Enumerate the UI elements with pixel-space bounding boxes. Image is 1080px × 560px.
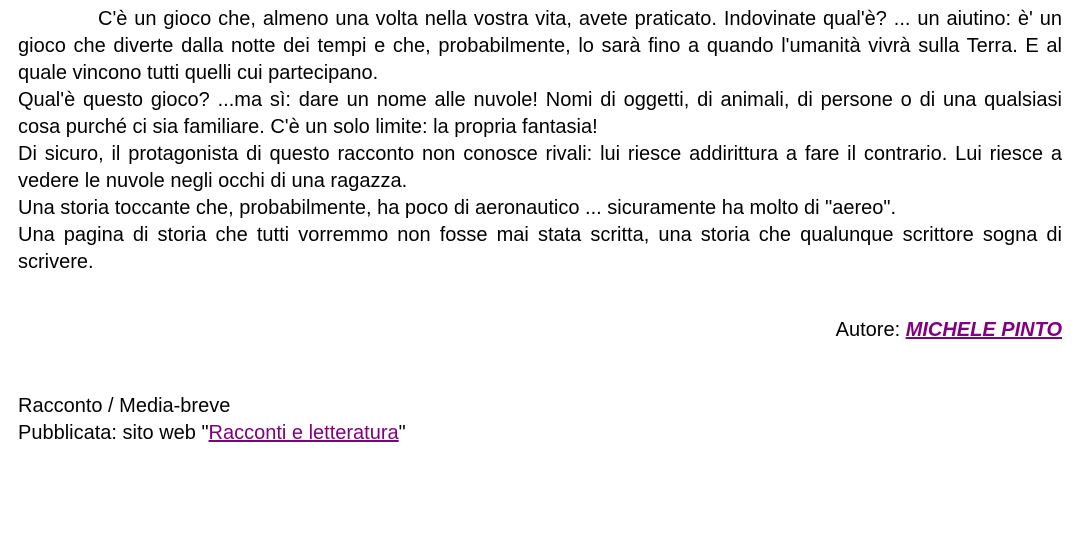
spacer [18, 344, 1062, 393]
site-link[interactable]: Racconti e letteratura [208, 422, 399, 444]
published-prefix: Pubblicata: sito web " [18, 422, 209, 444]
paragraph-touching-story: Una storia toccante che, probabilmente, ha poco di aeronautico ... sicuramente ha molto di "aereo". [18, 197, 897, 219]
spacer [18, 276, 1062, 317]
paragraph-game: Qual'è questo gioco? ...ma sì: dare un nome alle nuvole! Nomi di oggetti, di animali, di persone o di una qualsiasi cosa purché ci sia familiare. C'è un solo limite: la propria fantasia! [18, 89, 1062, 138]
author-name-link[interactable]: MICHELE PINTO [905, 319, 1062, 341]
document-body [18, 6, 1062, 447]
category-line: Racconto / Media-breve [18, 395, 231, 417]
paragraph-history-page: Una pagina di storia che tutti vorremmo non fosse mai stata scritta, una storia che qualunque scrittore sogna di scrivere. [18, 224, 1062, 273]
paragraph-intro: C'è un gioco che, almeno una volta nella vostra vita, avete praticato. Indovinate qual'è? ... un aiutino: è' un gioco che diverte dalla notte dei tempi e che, probabilmente, lo sarà fino a quando l'umanità vivrà sulla Terra. E al quale vincono tutti quelli cui partecipano. [18, 8, 1062, 84]
author-line [18, 317, 1062, 344]
author-label: Autore: [835, 319, 906, 341]
paragraph-protagonist: Di sicuro, il protagonista di questo racconto non conosce rivali: lui riesce addirittura a fare il contrario. Lui riesce a vedere le nuvole negli occhi di una ragazza. [18, 143, 1062, 192]
published-line [18, 420, 1062, 447]
published-suffix: " [398, 422, 406, 444]
